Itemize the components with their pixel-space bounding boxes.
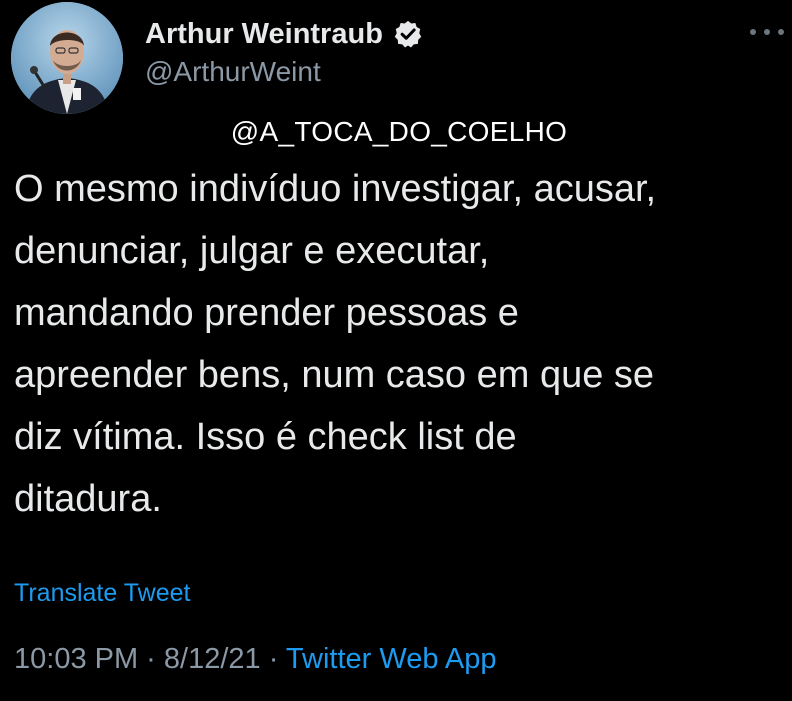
tweet-body-line: denunciar, julgar e executar, [14,230,490,272]
tweet-body [14,158,784,530]
translate-tweet-link[interactable]: Translate Tweet [14,579,191,607]
tweet-body-line: O mesmo indivíduo investigar, acusar, [14,168,657,210]
tweet-timestamp[interactable]: 10:03 PM · 8/12/21 · [14,643,286,675]
author-handle[interactable]: @ArthurWeint [145,56,321,87]
tweet-source-app[interactable]: Twitter Web App [285,643,497,675]
more-dot [764,29,770,35]
more-dot [750,29,756,35]
more-options-icon[interactable] [750,22,784,42]
more-dot [778,29,784,35]
watermark-text: @A_TOCA_DO_COELHO [230,116,568,147]
tweet-body-line: apreender bens, num caso em que se [14,354,655,396]
tweet-body-line: mandando prender pessoas e [14,292,519,334]
tweet-body-line: ditadura. [14,478,162,520]
display-name[interactable]: Arthur Weintraub [145,17,383,50]
avatar-photo [11,2,123,114]
verified-badge-icon [393,19,423,49]
tweet-meta [14,643,497,676]
author-name-row [145,14,423,54]
tweet-body-line: diz vítima. Isso é check list de [14,416,517,458]
avatar[interactable] [11,2,123,114]
